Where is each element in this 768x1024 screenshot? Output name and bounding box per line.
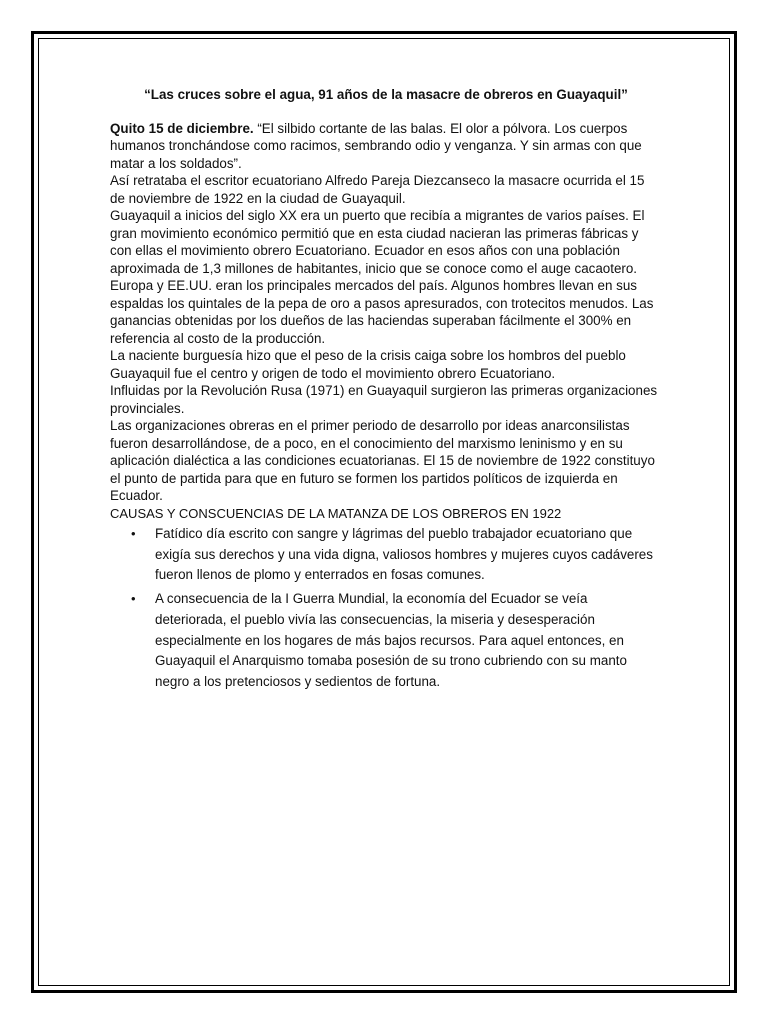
paragraph: Así retrataba el escritor ecuatoriano Alfredo Pareja Diezcanseco la masacre ocurrida el 15 de noviembre de 1922 en la ciudad de Guayaquil.	[110, 173, 645, 206]
paragraph: La naciente burguesía hizo que el peso de la crisis caiga sobre los hombros del pueblo Guayaquil fue el centro y origen de todo el movimiento obrero Ecuatoriano.	[110, 348, 626, 381]
lead-paragraph	[110, 120, 662, 173]
list-item	[110, 524, 662, 586]
paragraph: Guayaquil a inicios del siglo XX era un puerto que recibía a migrantes de varios países. El gran movimiento económico permitió que en esta ciudad nacieran las primeras fábricas y con ellas el movimiento obrero Ecuatoriano. Ecuador en esos años con una población aproximada de 1,3 millones de habitantes, inicio que se conoce como el auge cacaotero.	[110, 208, 645, 276]
list-item	[110, 589, 662, 693]
section-heading: CAUSAS Y CONSCUENCIAS DE LA MATANZA DE LOS OBREROS EN 1922	[110, 505, 562, 521]
paragraph: Europa y EE.UU. eran los principales mercados del país. Algunos hombres llevan en sus espaldas los quintales de la pepa de oro a pasos apresurados, con trotecitos menudos. Las ganancias obtenidas por los dueños de las haciendas superaban fácilmente el 300% en referencia al costo de la producción.	[110, 278, 654, 346]
bullet-icon: •	[131, 591, 136, 607]
list-item-text: A consecuencia de la I Guerra Mundial, la economía del Ecuador se veía deteriorada, el pueblo vivía las consecuencias, la miseria y desesperación especialmente en los hogares de más bajos recursos. Para aquel entonces, en Guayaquil el Anarquismo tomaba posesión de su trono cubriendo con su manto negro a los pretenciosos y sedientos de fortuna.	[155, 591, 627, 689]
list-item-text: Fatídico día escrito con sangre y lágrimas del pueblo trabajador ecuatoriano que exigía sus derechos y una vida digna, valiosos hombres y mujeres cuyos cadáveres fueron llenos de plomo y enterrados en fosas comunes.	[155, 526, 653, 583]
document-body	[110, 86, 662, 696]
document-title: “Las cruces sobre el agua, 91 años de la masacre de obreros en Guayaquil”	[144, 87, 628, 102]
lead-dateline: Quito 15 de diciembre.	[110, 120, 254, 136]
paragraph: Las organizaciones obreras en el primer periodo de desarrollo por ideas anarconsilistas fueron desarrollándose, de a poco, en el conocimiento del marxismo leninismo y en su aplicación dialéctica a las condiciones ecuatorianas. El 15 de noviembre de 1922 constituyo el punto de partida para que en futuro se formen los partidos políticos de izquierda en Ecuador.	[110, 418, 655, 503]
lead-quote: “El silbido cortante de las balas. El olor a pólvora. Los cuerpos humanos tronchándose como racimos, sembrando odio y venganza. Y sin armas con que matar a los soldados”.	[110, 120, 642, 171]
paragraph: Influidas por la Revolución Rusa (1971) en Guayaquil surgieron las primeras organizaciones provinciales.	[110, 383, 658, 416]
bullet-icon: •	[131, 526, 136, 541]
bullet-list	[110, 524, 662, 693]
